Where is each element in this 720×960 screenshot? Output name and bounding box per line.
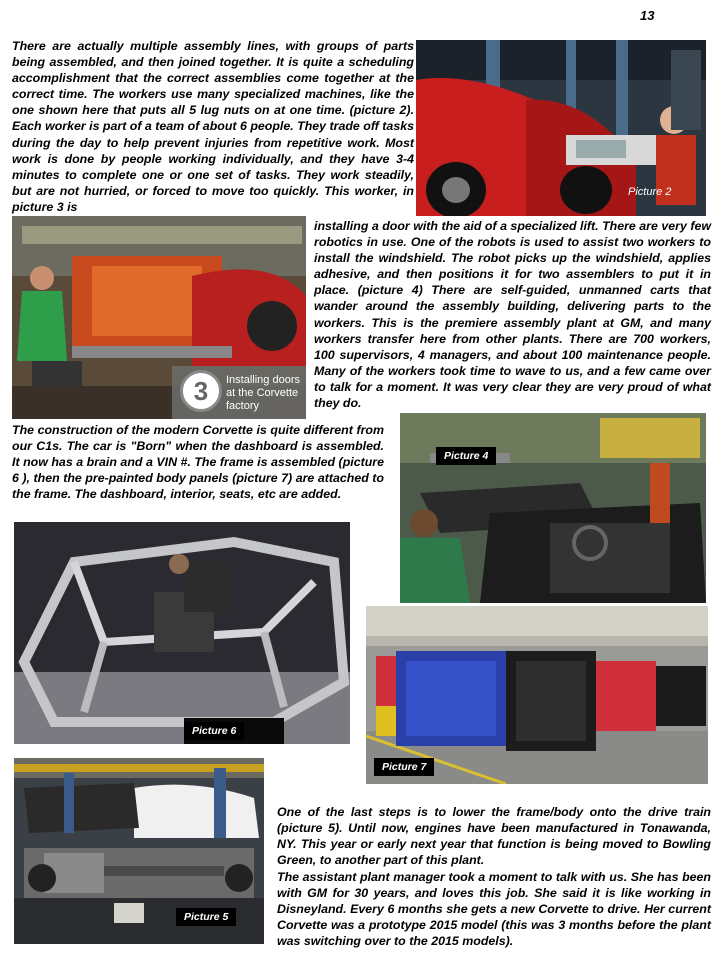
paragraph-construction: The construction of the modern Corvette is quite different from our C1s. The car is "Born" when the dashboard is assembled. It now has a brain and a VIN #. The frame is assembled (picture 6 ), then the pre-painted body panels (picture 7) are attached to the frame. The dashboard, interior, seats, etc are added.: [12, 423, 384, 502]
photo-picture-7: [366, 606, 708, 784]
paragraph-plant-manager: The assistant plant manager took a moment to talk with us. She has been with GM for 30 years, and loves this job. She said it is like working in Disneyland. Every 6 months she gets a new Corvette to drive. Her current Corvette was a prototype 2015 model (this was 3 months before the plant was switching over to the 2015 models).: [277, 870, 711, 949]
caption-picture-5: Picture 5: [176, 908, 236, 926]
caption-picture-3-line-2: at the Corvette: [226, 387, 299, 399]
picture-3-number-badge: 3: [180, 370, 222, 412]
paragraph-door-lift: installing a door with the aid of a specialized lift. There are very few robotics in use. One of the robots is used to assist two workers to install the windshield. The robot picks up the windshield, applies adhesive, and then positions it for two assemblers to put it in place. (picture 4) There are self-guided, unmanned carts that wander around the assembly building, delivering parts to the workers. This is the premiere assembly plant at GM, and many workers transfer here from other plants. There are 700 workers, 100 supervisors, 4 managers, and about 100 maintenance people. Many of the workers took time to wave to us, and a few came over to talk for a moment. It was very clear they are very proud of what they do.: [314, 219, 711, 411]
photo-picture-4: [400, 413, 706, 603]
caption-picture-3: [226, 374, 300, 413]
windshield-robot-image: [400, 413, 706, 603]
caption-picture-7: Picture 7: [374, 758, 434, 776]
caption-picture-3-line-1: Installing doors: [226, 374, 300, 386]
photo-picture-6: [14, 522, 350, 744]
caption-picture-3-line-3: factory: [226, 400, 260, 412]
caption-picture-2: Picture 2: [628, 186, 672, 198]
caption-picture-6: Picture 6: [184, 722, 244, 740]
paragraph-lug-nuts: There are actually multiple assembly lines, with groups of parts being assembled, and then joined together. It is quite a scheduling accomplishment that the correct assemblies come together at the correct time. The workers use many specialized machines, like the one shown here that puts all 5 lug nuts on at one time. (picture 2). Each worker is part of a team of about 6 people. They trade off tasks during the day to help prevent injuries from repetitive work. Most work is done by people working individually, and they have 3-4 minutes to complete one or one set of tasks. They work steadily, but are not hurried, or forced to move too quickly. This worker, in picture 3 is: [12, 39, 414, 214]
photo-picture-5: [14, 758, 264, 944]
aluminum-frame-image: [14, 522, 350, 744]
photo-picture-3: [12, 216, 306, 419]
page-number: 13: [640, 8, 655, 23]
paragraph-drive-train: One of the last steps is to lower the frame/body onto the drive train (picture 5). Until now, engines have been manufactured in Tonawanda, NY. This year or early next year that function is being moved to Bowling Green, to another part of this plant.: [277, 805, 711, 868]
photo-picture-2: [416, 40, 706, 216]
caption-picture-4: Picture 4: [436, 447, 496, 465]
